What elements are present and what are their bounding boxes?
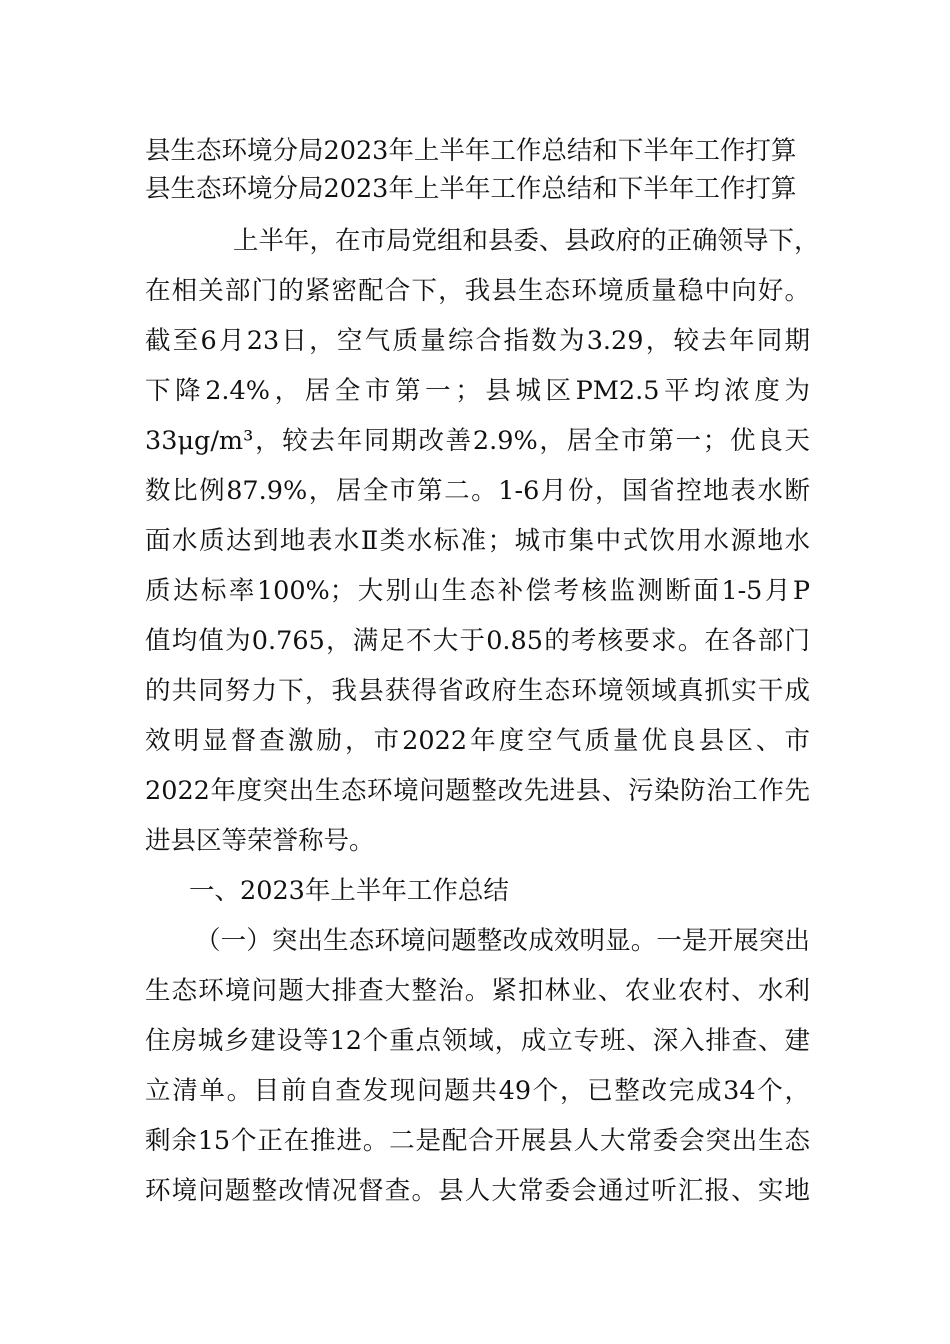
paragraph-line: 2022年度突出生态环境问题整改先进县、污染防治工作先: [145, 776, 810, 806]
paragraph-line-last: 进县区等荣誉称号。: [145, 826, 375, 856]
paragraph-line: 截至6月23日，空气质量综合指数为3.29，较去年同期: [145, 326, 810, 356]
title-spacer: [145, 208, 810, 216]
paragraph-line: 立清单。目前自查发现问题共49个，已整改完成34个，: [145, 1076, 810, 1106]
paragraph-line: 下降2.4%，居全市第一；县城区PM2.5平均浓度为: [145, 376, 810, 406]
paragraph-line: 值均值为0.765，满足不大于0.85的考核要求。在各部门: [145, 626, 810, 656]
document-body: [145, 132, 820, 1216]
paragraph-line: 住房城乡建设等12个重点领域，成立专班、深入排查、建: [145, 1026, 810, 1056]
paragraph-line: 效明显督查激励，市2022年度空气质量优良县区、市: [145, 726, 810, 756]
document-title: 县生态环境分局2023年上半年工作总结和下半年工作打算: [145, 136, 797, 166]
paragraph-line: 在相关部门的紧密配合下，我县生态环境质量稳中向好。: [145, 276, 810, 306]
paragraph-line: 数比例87.9%，居全市第二。1-6月份，国省控地表水断: [145, 476, 810, 506]
document-title-repeat: 县生态环境分局2023年上半年工作总结和下半年工作打算: [145, 174, 797, 204]
paragraph-line: 环境问题整改情况督查。县人大常委会通过听汇报、实地: [145, 1176, 810, 1206]
paragraph-line: 面水质达到地表水Ⅱ类水标准；城市集中式饮用水源地水: [145, 526, 810, 556]
paragraph-line: 质达标率100%；大别山生态补偿考核监测断面1-5月P: [145, 576, 810, 606]
paragraph-line: 33μg/m³，较去年同期改善2.9%，居全市第一；优良天: [145, 426, 810, 456]
paragraph-line: 生态环境问题大排查大整治。紧扣林业、农业农村、水利: [145, 976, 810, 1006]
paragraph-line: 的共同努力下，我县获得省政府生态环境领域真抓实干成: [145, 676, 810, 706]
section-heading: 一、2023年上半年工作总结: [189, 876, 509, 906]
paragraph-line: （一）突出生态环境问题整改成效明显。一是开展突出: [195, 926, 810, 956]
paragraph-line: 剩余15个正在推进。二是配合开展县人大常委会突出生态: [145, 1126, 810, 1156]
paragraph-line: 上半年，在市局党组和县委、县政府的正确领导下，: [233, 226, 820, 256]
